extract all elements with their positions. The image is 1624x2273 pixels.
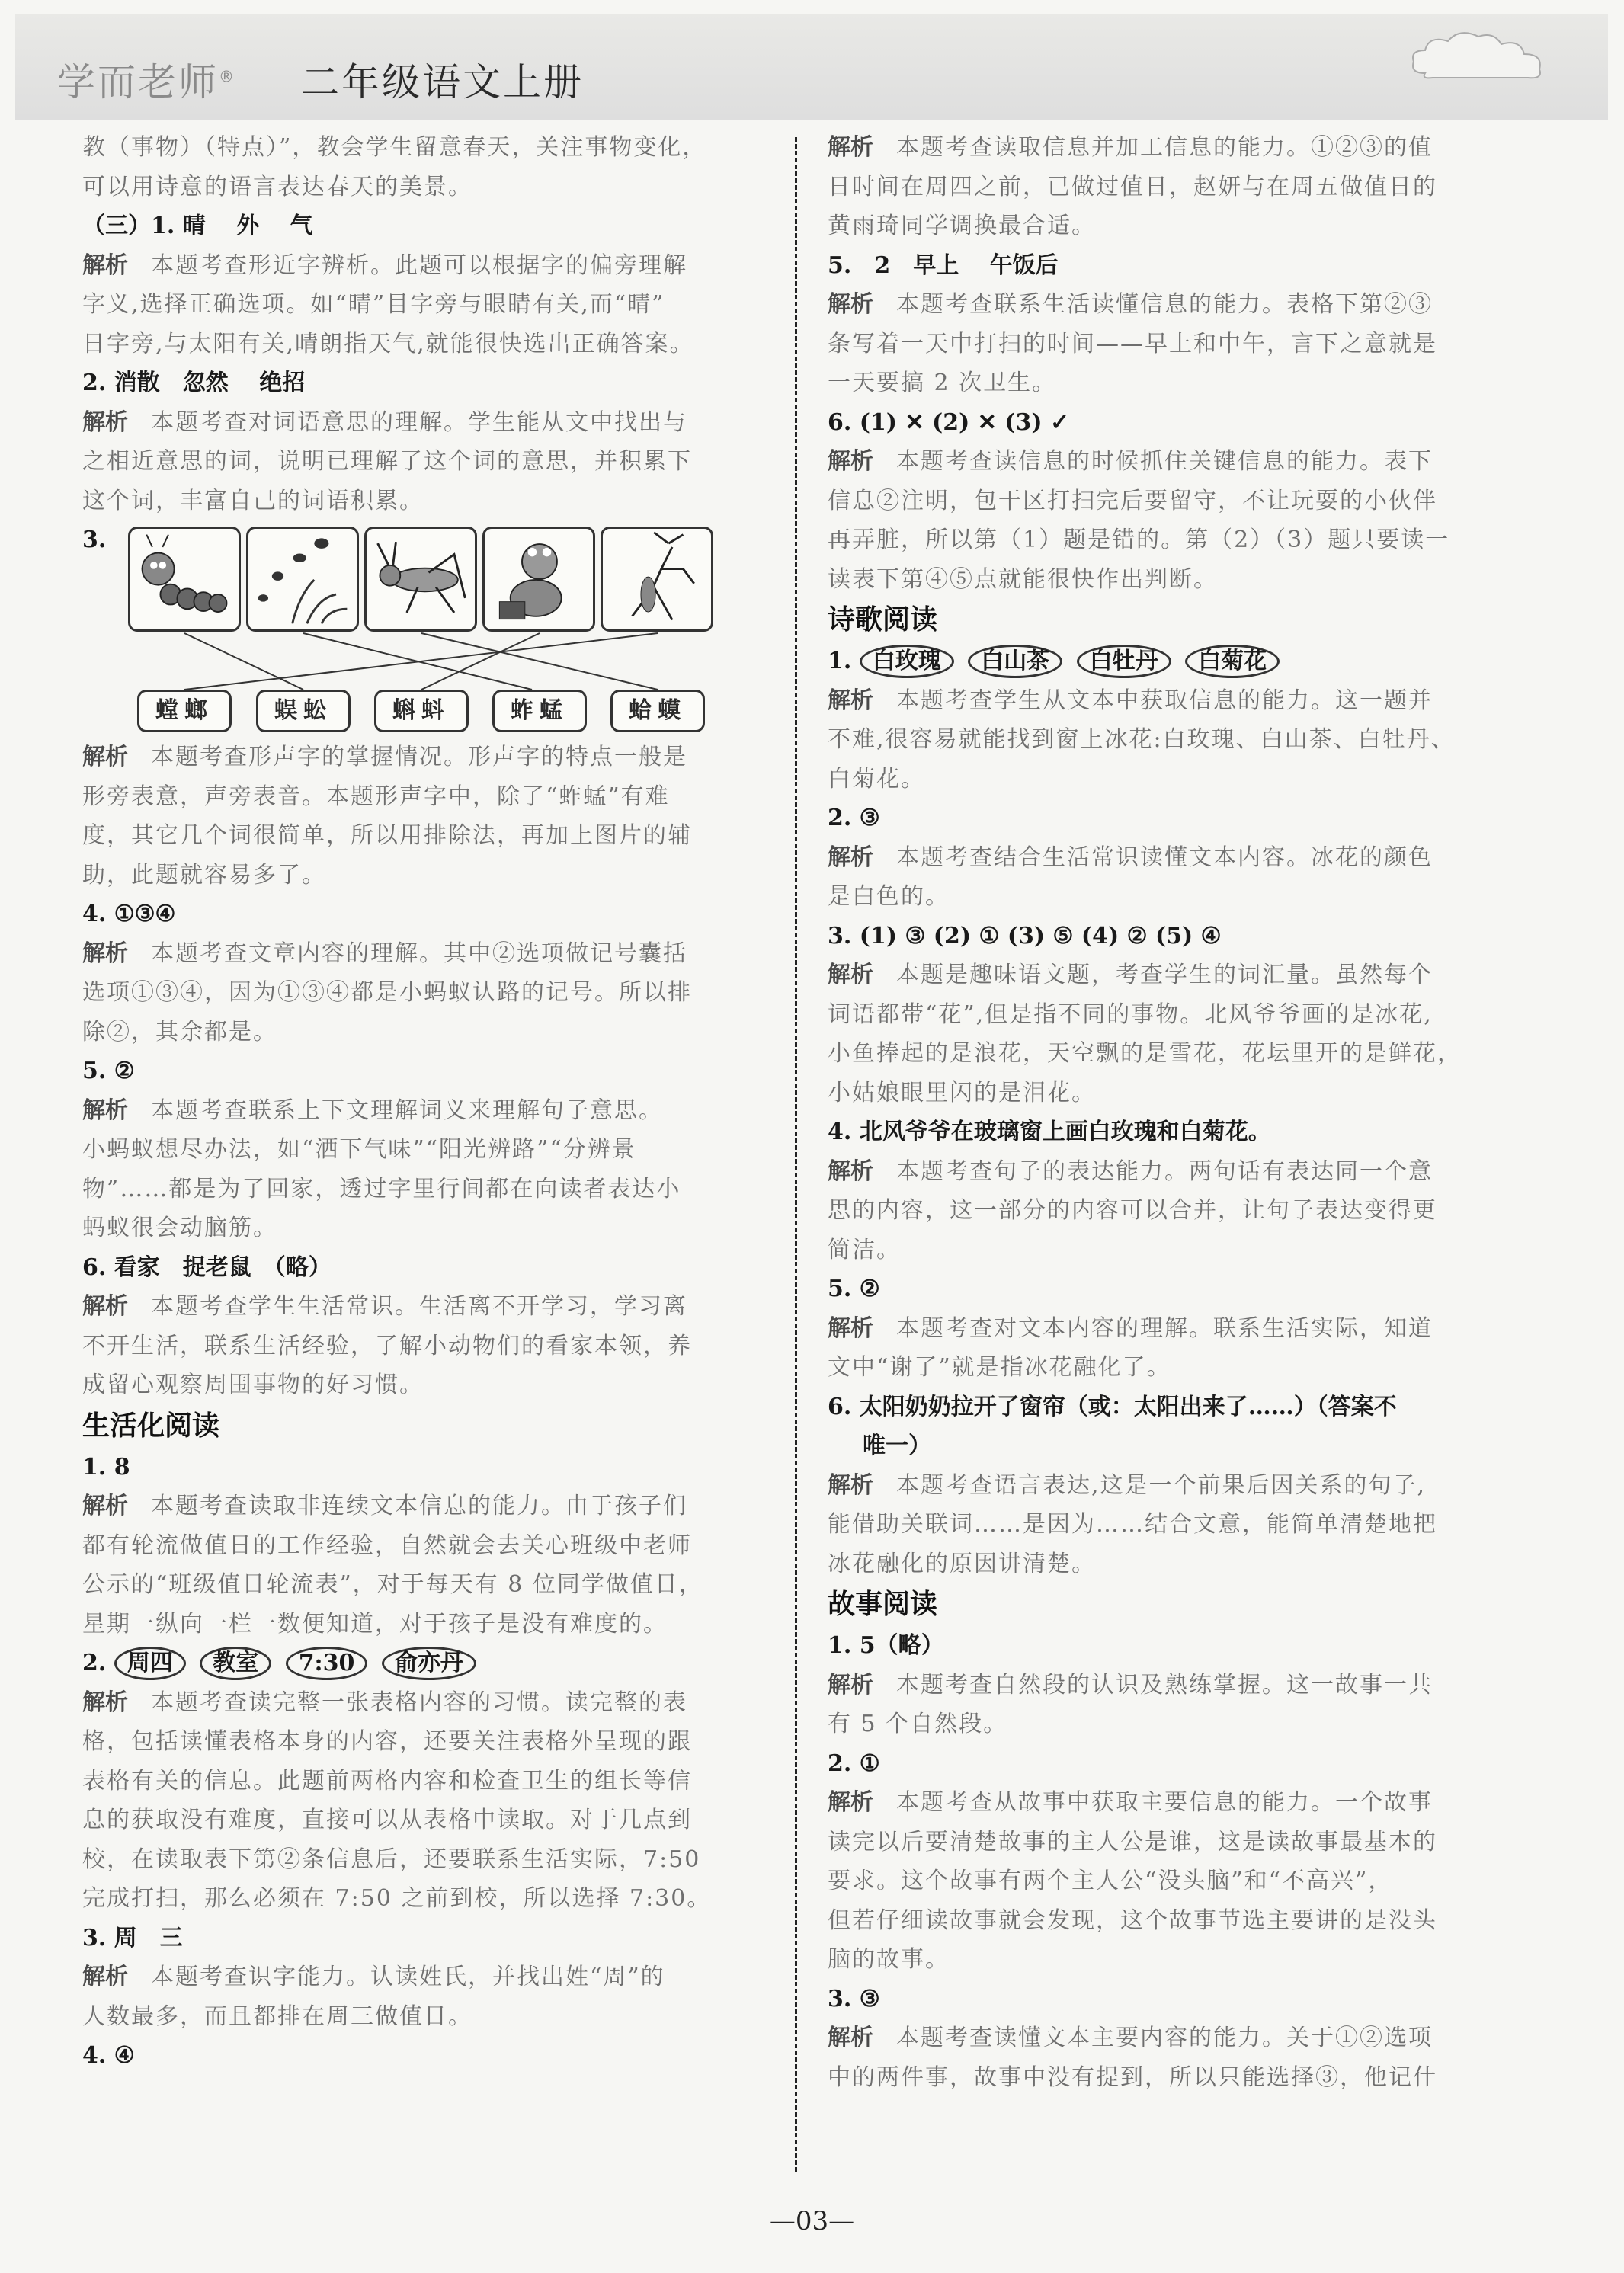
explanation-line: 白菊花。 xyxy=(828,765,925,792)
answer: 6. (1) ✕ (2) ✕ (3) ✓ xyxy=(828,408,1070,436)
explanation: 解析 本题考查对词语意思的理解。学生能从文中找出与 xyxy=(82,408,687,436)
explanation-line: 要求。这个故事有两个主人公“没头脑”和“不高兴”， xyxy=(828,1868,1393,1894)
explanation: 解析 本题考查学生生活常识。生活离不开学习，学习离 xyxy=(82,1293,687,1320)
explanation: 解析 本题考查识字能力。认读姓氏，并找出姓“周”的 xyxy=(82,1964,665,1990)
explanation-line: 公示的“班级值日轮流表”，对于每天有 8 位同学做值日， xyxy=(82,1571,703,1598)
answer: （三）1. 晴 外 气 xyxy=(82,213,313,239)
answer: 1. 白玫瑰 白山茶 白牡丹 白菊花 xyxy=(828,642,1513,681)
explanation-line: 再弄脏，所以第（1）题是错的。第（2）（3）题只要读一 xyxy=(828,527,1450,553)
explanation-line: 条写着一天中打扫的时间——早上和中午，言下之意就是 xyxy=(828,330,1437,357)
explanation-line: 小蚂蚁想尽办法，如“洒下气味”“阳光辨路”“分辨景 xyxy=(82,1136,636,1163)
answer: 2. 周四 教室 7:30 俞亦丹 xyxy=(82,1644,768,1683)
explanation-line: 助，此题就容易多了。 xyxy=(82,861,326,888)
explanation-line: 但若仔细读故事就会发现，这个故事节选主要讲的是没头 xyxy=(828,1906,1437,1934)
explanation: 解析 本题考查从故事中获取主要信息的能力。一个故事 xyxy=(828,1789,1433,1816)
text-line: 可以用诗意的语言表达春天的美景。 xyxy=(82,173,472,200)
analysis-tag: 解析 xyxy=(82,940,128,967)
analysis-tag: 解析 xyxy=(828,448,873,475)
section-title: 生活化阅读 xyxy=(82,1410,220,1442)
analysis-tag: 解析 xyxy=(82,1096,128,1124)
explanation: 解析 本题考查读懂文本主要内容的能力。关于①②选项 xyxy=(828,2025,1433,2051)
matching-figure xyxy=(120,520,791,738)
explanation-line: 表格有关的信息。此题前两格内容和检查卫生的组长等信 xyxy=(82,1767,692,1794)
explanation: 解析 本题考查形声字的掌握情况。形声字的特点一般是 xyxy=(82,744,687,770)
column-divider xyxy=(795,137,797,2172)
answer: 4. ①③④ xyxy=(82,901,176,927)
explanation-line: 文中“谢了”就是指冰花融化了。 xyxy=(828,1354,1171,1381)
answer: 3. 周 三 xyxy=(82,1924,183,1951)
word-box: 蜈蚣 xyxy=(256,690,351,732)
word-box: 蚱蜢 xyxy=(492,690,587,732)
explanation-line: 完成打扫，那么必须在 7:50 之前到校，所以选择 7:30。 xyxy=(82,1885,712,1912)
analysis-tag: 解析 xyxy=(828,2025,873,2051)
explanation-line: 脑的故事。 xyxy=(828,1946,950,1973)
explanation: 解析 本题考查读取信息并加工信息的能力。①②③的值 xyxy=(828,134,1433,161)
explanation-line: 都有轮流做值日的工作经验，自然就会去关心班级中老师 xyxy=(82,1532,692,1559)
text-line: 教（事物）（特点）”，教会学生留意春天，关注事物变化， xyxy=(82,134,707,161)
explanation: 解析 本题考查学生从文本中获取信息的能力。这一题并 xyxy=(828,687,1433,714)
explanation-line: 日时间在周四之前，已做过值日，赵妍与在周五做值日的 xyxy=(828,173,1437,200)
answer: 6. 太阳奶奶拉开了窗帘（或：太阳出来了……）（答案不 xyxy=(828,1393,1397,1420)
analysis-tag: 解析 xyxy=(82,251,128,279)
explanation-line: 蚂蚁很会动脑筋。 xyxy=(82,1215,277,1241)
circled-answer: 俞亦丹 xyxy=(382,1647,476,1680)
answer: 5. 2 早上 午饭后 xyxy=(828,251,1059,279)
explanation: 解析 本题考查自然段的认识及熟练掌握。这一故事一共 xyxy=(828,1671,1433,1698)
explanation-line: 选项①③④，因为①③④都是小蚂蚁认路的记号。所以排 xyxy=(82,979,692,1006)
circled-answer: 周四 xyxy=(114,1647,186,1680)
explanation-line: 思的内容，这一部分的内容可以合并，让句子表达变得更 xyxy=(828,1197,1437,1224)
analysis-tag: 解析 xyxy=(828,962,873,988)
answer-label: 3. xyxy=(82,527,107,553)
answer: 3. ③ xyxy=(828,1985,880,2012)
circled-answer: 白菊花 xyxy=(1185,645,1280,678)
explanation: 解析 本题考查读信息的时候抓住关键信息的能力。表下 xyxy=(828,448,1433,475)
circled-answer: 白山茶 xyxy=(968,645,1062,678)
explanation-line: 信息②注明，包干区打扫完后要留守，不让玩耍的小伙伴 xyxy=(828,487,1437,514)
answer: 5. ② xyxy=(82,1058,135,1084)
analysis-tag: 解析 xyxy=(82,1293,128,1320)
explanation-line: 中的两件事，故事中没有提到，所以只能选择③，他记什 xyxy=(828,2063,1437,2091)
explanation-line: 除②，其余都是。 xyxy=(82,1018,277,1045)
explanation: 解析 本题考查读完整一张表格内容的习惯。读完整的表 xyxy=(82,1689,687,1716)
analysis-tag: 解析 xyxy=(82,1689,128,1716)
explanation-line: 词语都带“花”,但是指不同的事物。北风爷爷画的是冰花, xyxy=(828,1000,1433,1028)
cloud-decoration xyxy=(1402,27,1562,88)
explanation-line: 息的获取没有难度，直接可以从表格中读取。对于几点到 xyxy=(82,1807,692,1833)
analysis-tag: 解析 xyxy=(828,1471,873,1499)
explanation: 解析 本题考查形近字辨析。此题可以根据字的偏旁理解 xyxy=(82,251,687,279)
answer: 3. (1) ③ (2) ① (3) ⑤ (4) ② (5) ④ xyxy=(828,922,1222,949)
explanation: 解析 本题考查句子的表达能力。两句话有表达同一个意 xyxy=(828,1157,1433,1185)
page-number: —03— xyxy=(769,2206,855,2236)
explanation: 解析 本题考查文章内容的理解。其中②选项做记号囊括 xyxy=(82,940,687,967)
explanation: 解析 本题考查联系生活读懂信息的能力。表格下第②③ xyxy=(828,291,1433,318)
explanation-line: 之相近意思的词，说明已理解了这个词的意思，并积累下 xyxy=(82,448,692,475)
analysis-tag: 解析 xyxy=(828,1789,873,1816)
explanation-line: 这个词，丰富自己的词语积累。 xyxy=(82,487,424,514)
right-column xyxy=(828,128,1513,2097)
word-box: 蛤蟆 xyxy=(610,690,705,732)
answer: 1. 5（略） xyxy=(828,1632,944,1659)
explanation-line: 小姑娘眼里闪的是泪花。 xyxy=(828,1079,1096,1106)
word-box: 蝌蚪 xyxy=(374,690,469,732)
explanation-line: 日字旁,与太阳有关,晴朗指天气,就能很快选出正确答案。 xyxy=(82,330,694,357)
explanation-line: 有 5 个自然段。 xyxy=(828,1711,1008,1737)
explanation-line: 小鱼捧起的是浪花，天空飘的是雪花，花坛里开的是鲜花， xyxy=(828,1040,1462,1067)
word-box: 螳螂 xyxy=(137,690,232,732)
explanation-line: 黄雨琦同学调换最合适。 xyxy=(828,213,1096,239)
answer: 6. 看家 捉老鼠 （略） xyxy=(82,1253,332,1281)
analysis-tag: 解析 xyxy=(828,134,873,161)
explanation-line: 成留心观察周围事物的好习惯。 xyxy=(82,1372,424,1398)
circled-answer: 教室 xyxy=(200,1647,271,1680)
explanation-line: 能借助关联词……是因为……结合文意，能简单清楚地把 xyxy=(828,1511,1437,1538)
answer: 5. ② xyxy=(828,1276,880,1302)
circled-answer: 白牡丹 xyxy=(1077,645,1171,678)
answer: 4. 北风爷爷在玻璃窗上画白玫瑰和白菊花。 xyxy=(828,1119,1271,1145)
analysis-tag: 解析 xyxy=(828,687,873,714)
analysis-tag: 解析 xyxy=(828,291,873,318)
answer: 4. ④ xyxy=(82,2042,135,2069)
explanation: 解析 本题是趣味语文题，考查学生的词汇量。虽然每个 xyxy=(828,962,1433,988)
explanation-line: 星期一纵向一栏一数便知道，对于孩子是没有难度的。 xyxy=(82,1610,668,1638)
left-column xyxy=(82,128,768,2076)
explanation: 解析 本题考查对文本内容的理解。联系生活实际，知道 xyxy=(828,1314,1433,1342)
explanation-line: 形旁表意，声旁表音。本题形声字中，除了“蚱蜢”有难 xyxy=(82,783,670,810)
analysis-tag: 解析 xyxy=(828,1314,873,1342)
explanation-line: 度，其它几个词很简单，所以用排除法，再加上图片的辅 xyxy=(82,822,692,849)
explanation: 解析 本题考查读取非连续文本信息的能力。由于孩子们 xyxy=(82,1493,687,1519)
analysis-tag: 解析 xyxy=(82,1493,128,1519)
explanation-line: 简洁。 xyxy=(828,1236,901,1263)
explanation-line: 是白色的。 xyxy=(828,883,950,910)
brand-name: 学而老师® xyxy=(57,60,236,104)
analysis-tag: 解析 xyxy=(82,1964,128,1990)
explanation-line: 格，包括读懂表格本身的内容，还要关注表格外呈现的跟 xyxy=(82,1728,692,1755)
explanation-line: 字义,选择正确选项。如“晴”目字旁与眼睛有关,而“晴” xyxy=(82,291,665,318)
section-title: 故事阅读 xyxy=(828,1589,938,1620)
analysis-tag: 解析 xyxy=(828,1671,873,1698)
explanation-line: 不难,很容易就能找到窗上冰花:白玫瑰、白山茶、白牡丹、 xyxy=(828,726,1456,753)
explanation-line: 人数最多，而且都排在周三做值日。 xyxy=(82,2002,472,2030)
explanation-line: 校，在读取表下第②条信息后，还要联系生活实际，7:50 xyxy=(82,1846,701,1873)
analysis-tag: 解析 xyxy=(828,1157,873,1185)
explanation: 解析 本题考查语言表达,这是一个前果后因关系的句子, xyxy=(828,1471,1427,1499)
section-title: 诗歌阅读 xyxy=(828,604,938,635)
answer-continued: 唯一） xyxy=(863,1433,931,1459)
analysis-tag: 解析 xyxy=(828,844,873,871)
explanation: 解析 本题考查结合生活常识读懂文本内容。冰花的颜色 xyxy=(828,844,1433,871)
explanation-line: 读表下第④⑤点就能很快作出判断。 xyxy=(828,565,1218,593)
explanation: 解析 本题考查联系上下文理解词义来理解句子意思。 xyxy=(82,1096,663,1124)
answer: 2. ③ xyxy=(828,805,880,831)
answer: 2. 消散 忽然 绝招 xyxy=(82,370,306,396)
explanation-line: 不开生活，联系生活经验，了解小动物们的看家本领，养 xyxy=(82,1332,692,1359)
explanation-line: 冰花融化的原因讲清楚。 xyxy=(828,1550,1096,1577)
explanation-line: 一天要搞 2 次卫生。 xyxy=(828,370,1057,396)
analysis-tag: 解析 xyxy=(82,408,128,436)
analysis-tag: 解析 xyxy=(82,744,128,770)
answer: 2. ① xyxy=(828,1750,880,1777)
answer: 1. 8 xyxy=(82,1453,130,1481)
page-header xyxy=(15,14,1608,120)
circled-answer: 7:30 xyxy=(286,1647,368,1680)
circled-answer: 白玫瑰 xyxy=(860,645,954,678)
explanation-line: 物”……都是为了回家，透过字里行间都在向读者表达小 xyxy=(82,1175,681,1202)
explanation-line: 读完以后要清楚故事的主人公是谁，这是读故事最基本的 xyxy=(828,1828,1437,1855)
book-title: 二年级语文上册 xyxy=(301,60,584,104)
